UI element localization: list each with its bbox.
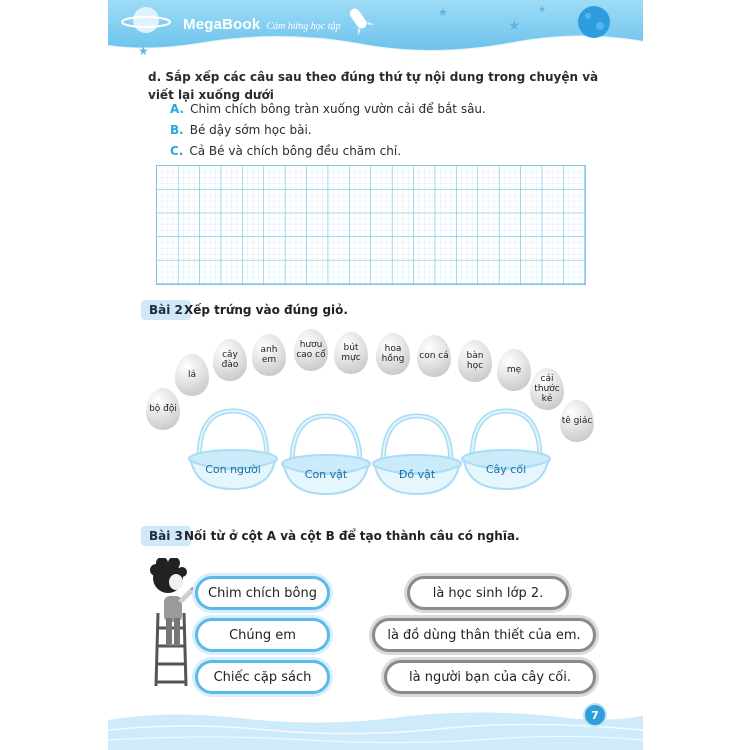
egg-cai-thuoc-ke[interactable]: cái thước kẻ: [530, 368, 564, 410]
option-letter: C.: [170, 144, 184, 158]
svg-text:★: ★: [438, 6, 448, 19]
option-text: Cả Bé và chích bông đều chăm chỉ.: [189, 144, 402, 158]
egg-ban-hoc[interactable]: bàn học: [458, 340, 492, 382]
svg-text:★: ★: [508, 18, 521, 34]
svg-text:★: ★: [538, 5, 547, 15]
bai3-title: Nối từ ở cột A và cột B để tạo thành câu có nghĩa.: [184, 529, 520, 543]
option-a: [170, 101, 486, 117]
egg-huou-cao-co[interactable]: hươu cao cổ: [294, 329, 328, 371]
option-text: Bé dậy sớm học bài.: [189, 123, 312, 137]
column-a-item-2[interactable]: Chúng em: [195, 618, 330, 652]
column-b-item-1[interactable]: là học sinh lớp 2.: [407, 576, 569, 610]
basket-icon: [187, 407, 279, 492]
egg-bo-doi[interactable]: bộ đội: [146, 388, 180, 430]
egg-cay-dao[interactable]: cây đào: [213, 339, 247, 381]
brand: [183, 16, 341, 33]
bai2-label: Bài 2: [141, 300, 191, 320]
egg-la[interactable]: lá: [175, 354, 209, 396]
page-header: [108, 0, 643, 62]
footer-wave: [108, 708, 643, 750]
egg-but-muc[interactable]: bút mực: [334, 332, 368, 374]
basket-icon: [371, 412, 463, 497]
egg-anh-em[interactable]: anh em: [252, 334, 286, 376]
brand-tagline: Cảm hứng học tập: [266, 21, 341, 32]
basket-label: Cây cối: [485, 463, 527, 476]
column-a-item-3[interactable]: Chiếc cặp sách: [195, 660, 330, 694]
basket-label: Con người: [205, 463, 261, 476]
writing-grid-lines: [157, 166, 585, 284]
basket-cay-coi[interactable]: [460, 407, 552, 492]
bai3-label: Bài 3: [141, 526, 191, 546]
writing-grid[interactable]: [156, 165, 586, 285]
question-d-prompt: d. Sắp xếp các câu sau theo đúng thứ tự nội dung trong chuyện và viết lại xuống dưới: [148, 70, 599, 102]
column-b-item-2[interactable]: là đồ dùng thân thiết của em.: [372, 618, 596, 652]
option-c: [170, 143, 401, 159]
basket-con-nguoi[interactable]: [187, 407, 279, 492]
basket-do-vat[interactable]: [371, 412, 463, 497]
option-b: [170, 122, 312, 138]
basket-label: Con vật: [304, 468, 348, 481]
option-text: Chim chích bông tràn xuống vườn cải để bắt sâu.: [190, 102, 486, 116]
egg-con-ca[interactable]: con cá: [417, 335, 451, 377]
moon-icon: [578, 6, 610, 38]
basket-con-vat[interactable]: [280, 412, 372, 497]
brand-name: MegaBook: [183, 16, 261, 33]
egg-hoa-hong[interactable]: hoa hồng: [376, 333, 410, 375]
page-number: 7: [583, 703, 607, 727]
egg-te-giac[interactable]: tê giác: [560, 400, 594, 442]
option-letter: A.: [170, 102, 185, 116]
basket-icon: [460, 407, 552, 492]
planet-icon: [133, 7, 159, 33]
column-a-item-1[interactable]: Chim chích bông: [195, 576, 330, 610]
basket-icon: [280, 412, 372, 497]
egg-me[interactable]: mẹ: [497, 349, 531, 391]
column-b-item-3[interactable]: là người bạn của cây cối.: [384, 660, 596, 694]
svg-text:★: ★: [138, 44, 149, 58]
basket-label: Đồ vật: [398, 468, 436, 481]
boy-on-ladder-illustration: [132, 558, 202, 688]
bai2-title: Xếp trứng vào đúng giỏ.: [184, 303, 348, 317]
option-letter: B.: [170, 123, 184, 137]
